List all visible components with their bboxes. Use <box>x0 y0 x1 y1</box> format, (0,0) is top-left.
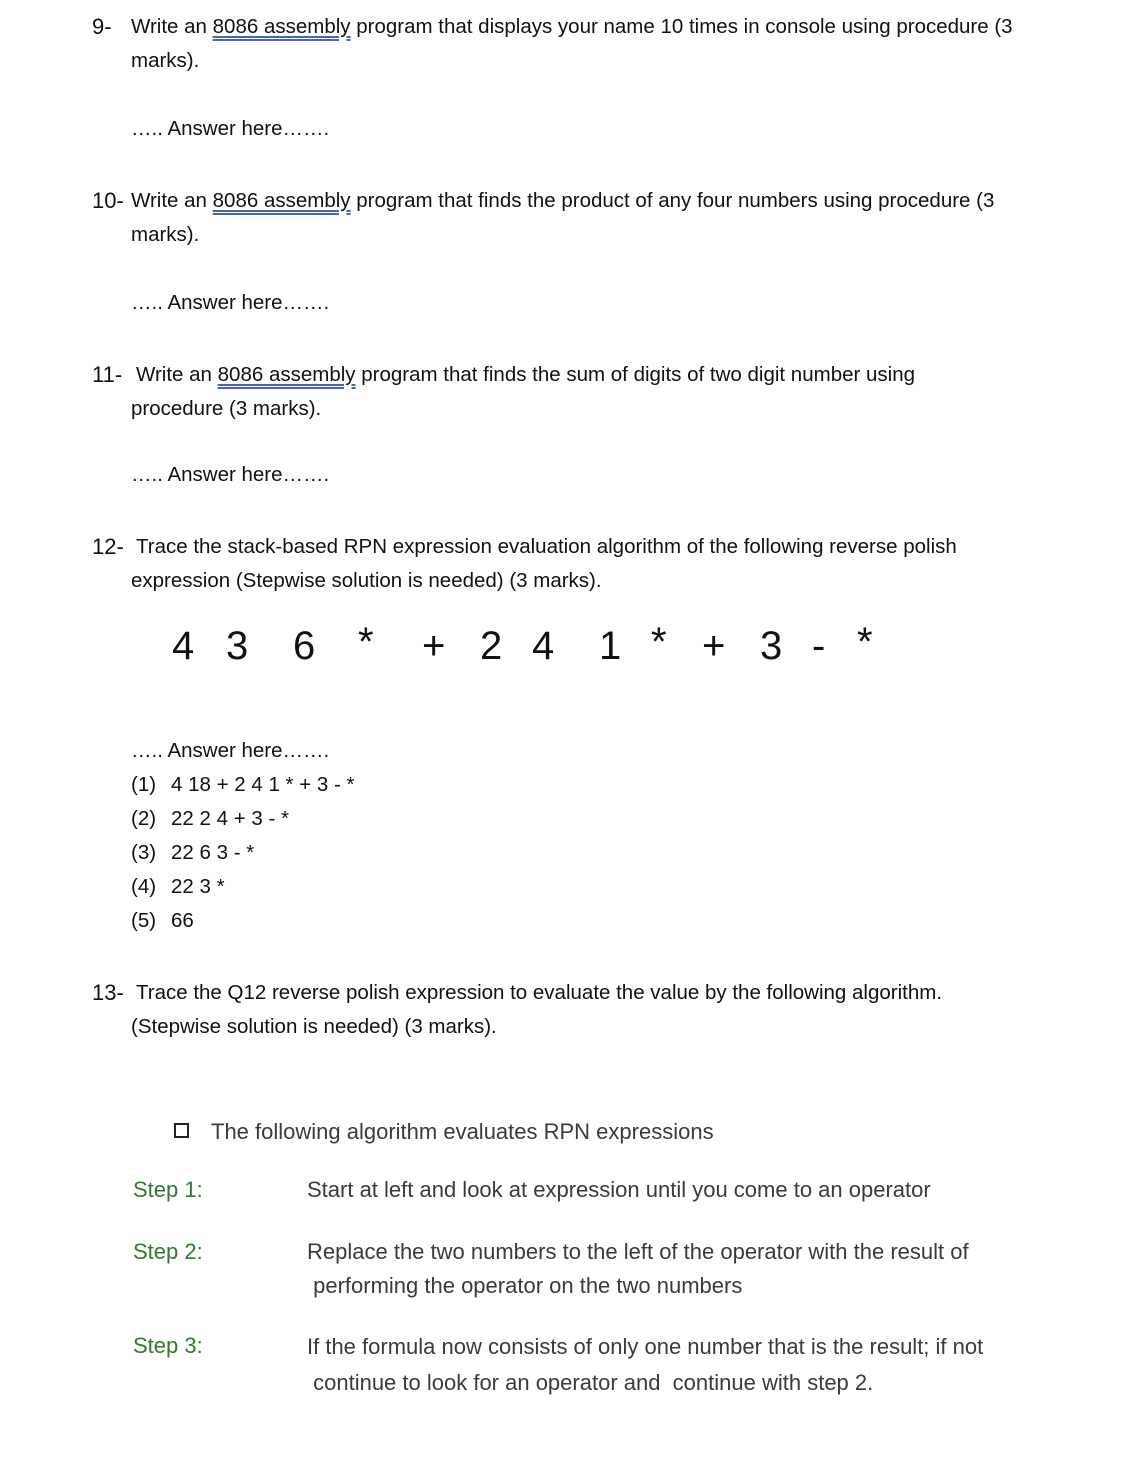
expr-token: + <box>422 624 446 668</box>
algorithm-step-label: Step 2: <box>133 1239 203 1264</box>
algorithm-step-line: performing the operator on the two numbers <box>307 1273 743 1298</box>
algorithm-step-description <box>307 1235 1087 1303</box>
q12-text-line1: Trace the stack-based RPN expression evaluation algorithm of the following reverse polish <box>136 535 957 558</box>
q10-spellcheck-link[interactable]: 8086 assembly <box>212 189 351 212</box>
expr-token: 1 <box>599 624 622 668</box>
q10-answer-placeholder[interactable]: ….. Answer here……. <box>131 291 330 314</box>
algorithm-step-description <box>307 1329 1087 1401</box>
trace-step-number: (4) <box>131 875 157 898</box>
trace-step-text: 66 <box>171 909 194 932</box>
algorithm-step-label: Step 1: <box>133 1177 203 1202</box>
trace-step-number: (5) <box>131 909 157 932</box>
expr-token: - <box>812 624 826 668</box>
q9-text-line2: marks). <box>131 49 200 72</box>
q9-text-after: program that displays your name 10 times in console using procedure (3 <box>350 15 1013 38</box>
q10-text-after: program that finds the product of any four numbers using procedure (3 <box>350 189 995 212</box>
q12-number: 12- <box>92 534 124 559</box>
q10-text-line2: marks). <box>131 223 200 246</box>
q10-text <box>131 184 994 252</box>
q9-answer-placeholder[interactable]: ….. Answer here……. <box>131 117 330 140</box>
expr-token: 4 <box>532 624 555 668</box>
expr-token: + <box>702 624 726 668</box>
q9-number: 9- <box>92 14 112 39</box>
q12-text-line2: expression (Stepwise solution is needed) (3 marks). <box>131 569 602 592</box>
q11-text-after: program that finds the sum of digits of two digit number using <box>355 363 916 386</box>
q11-spellcheck-link[interactable]: 8086 assembly <box>217 363 356 386</box>
trace-step <box>131 875 225 899</box>
trace-step-number: (3) <box>131 841 157 864</box>
expr-token: 3 <box>760 624 783 668</box>
q9-spellcheck-link[interactable]: 8086 assembly <box>212 15 351 38</box>
trace-step <box>131 807 289 831</box>
trace-step-number: (2) <box>131 807 157 830</box>
trace-step-text: 22 6 3 - * <box>171 841 255 864</box>
trace-step <box>131 773 355 797</box>
trace-step <box>131 909 194 933</box>
expr-token: 2 <box>480 624 503 668</box>
q9-text-before: Write an <box>131 15 213 38</box>
q13-number: 13- <box>92 980 124 1005</box>
q11-answer-placeholder[interactable]: ….. Answer here……. <box>131 463 330 486</box>
q11-text-before: Write an <box>136 363 218 386</box>
checkbox-bullet-icon <box>174 1123 189 1138</box>
q9-text <box>131 10 1013 78</box>
trace-step-text: 22 2 4 + 3 - * <box>171 807 289 830</box>
algorithm-step-line: Replace the two numbers to the left of the operator with the result of <box>307 1239 969 1264</box>
algorithm-step-line: Start at left and look at expression until you come to an operator <box>307 1177 931 1202</box>
expr-token: 3 <box>226 624 249 668</box>
expr-token: * <box>857 620 873 664</box>
expr-token: * <box>651 620 667 664</box>
q12-answer-placeholder[interactable]: ….. Answer here……. <box>131 739 330 762</box>
q11-number: 11- <box>92 362 123 387</box>
expr-token: 6 <box>293 624 316 668</box>
q13-text-line1: Trace the Q12 reverse polish expression to evaluate the value by the following algorithm. <box>136 981 943 1004</box>
q10-number: 10- <box>92 188 124 213</box>
q11-text-line2: procedure (3 marks). <box>131 397 322 420</box>
q10-text-before: Write an <box>131 189 213 212</box>
algorithm-heading: The following algorithm evaluates RPN expressions <box>211 1119 714 1144</box>
trace-step <box>131 841 254 865</box>
algorithm-step-line: continue to look for an operator and continue with step 2. <box>307 1370 874 1395</box>
expr-token: * <box>358 620 374 664</box>
expr-token: 4 <box>172 624 195 668</box>
algorithm-step-label: Step 3: <box>133 1333 203 1358</box>
q11-text-line1 <box>136 358 915 392</box>
algorithm-step-description <box>307 1173 1087 1207</box>
trace-step-text: 22 3 * <box>171 875 225 898</box>
q13-text-line2: (Stepwise solution is needed) (3 marks). <box>131 1015 497 1038</box>
trace-step-text: 4 18 + 2 4 1 * + 3 - * <box>171 773 355 796</box>
algorithm-step-line: If the formula now consists of only one number that is the result; if not <box>307 1334 984 1359</box>
trace-step-number: (1) <box>131 773 157 796</box>
